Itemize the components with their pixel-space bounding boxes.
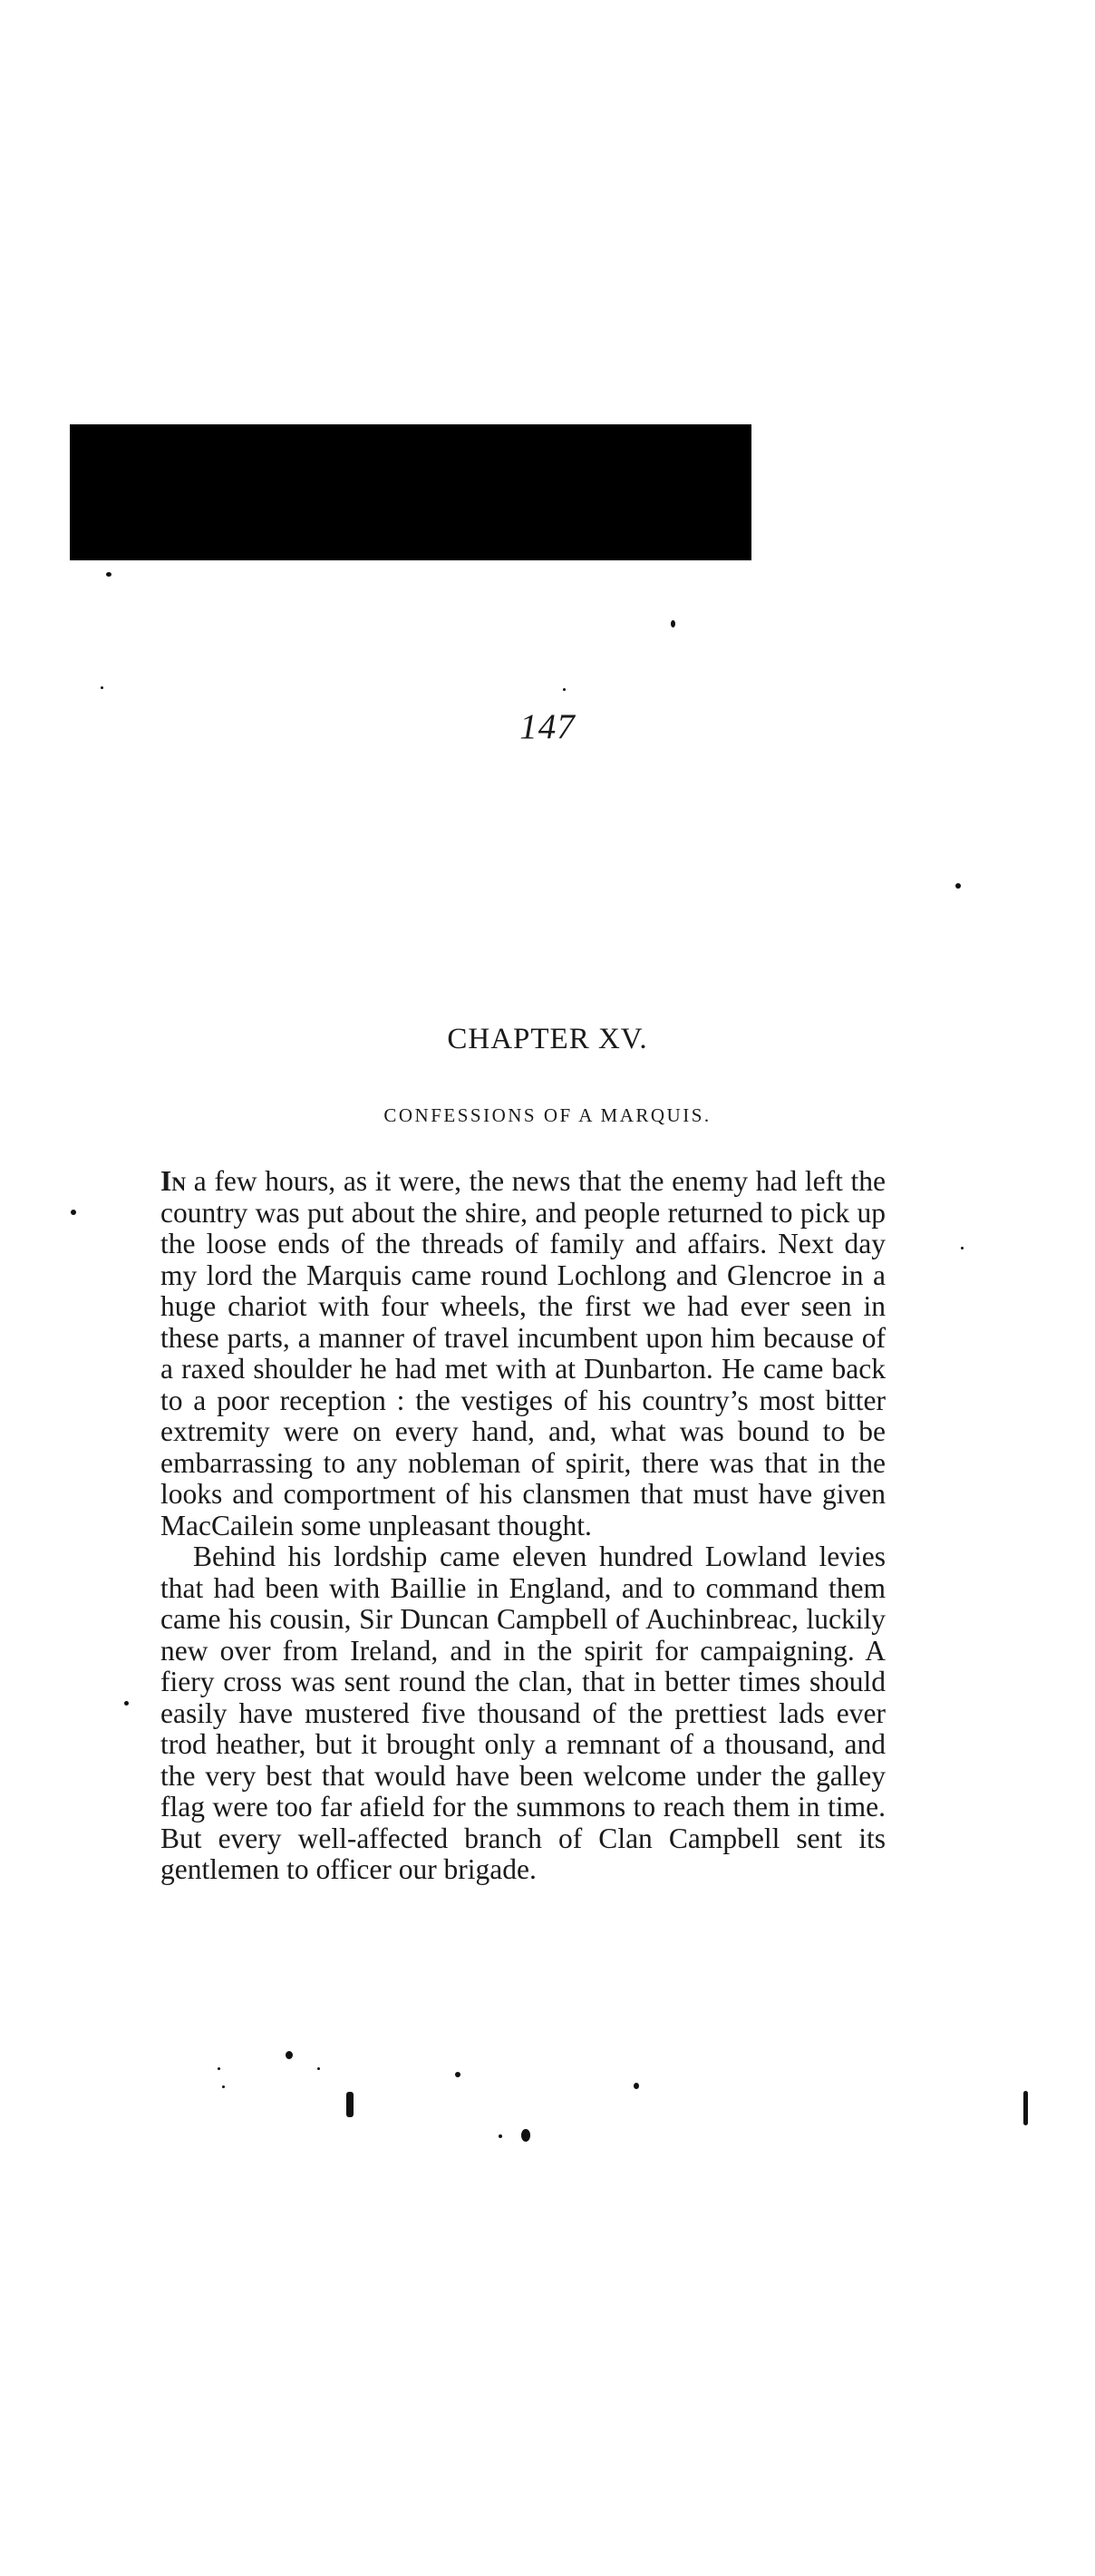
body-text (160, 1166, 886, 1886)
page-number: 147 (519, 707, 576, 746)
scan-speck (124, 1701, 129, 1706)
scan-speck (455, 2072, 460, 2077)
scan-speck (71, 1210, 76, 1215)
scan-speck (1023, 2091, 1028, 2125)
scan-speck (671, 620, 675, 627)
scan-speck (286, 2051, 293, 2059)
chapter-title: CHAPTER XV. (447, 1023, 648, 1055)
scan-speck (317, 2067, 320, 2070)
redaction-bar (70, 424, 751, 560)
chapter-subtitle: CONFESSIONS OF A MARQUIS. (383, 1104, 712, 1126)
scan-speck (634, 2083, 639, 2089)
scan-speck (218, 2067, 220, 2070)
scan-speck (101, 686, 103, 689)
paragraph-lead-word: In (160, 1165, 187, 1197)
scan-speck (222, 2085, 225, 2088)
paragraph-1-text: a few hours, as it were, the news that the enemy had left the country was put about the shire, and people returned to pick up the loose ends of the threads of family and affairs. Next day my lord the Marquis came round Lochlong and Glencroe in a huge chariot with four wheels, the first we had ever seen in these parts, a manner of travel incumbent upon him because of a raxed shoulder he had met with at Dunbarton. He came back to a poor reception : the vestiges of his country’s most bitter extremity were on every hand, and, what was bound to be embarrassing to any nobleman of spirit, there was that in the looks and comportment of his clansmen that must have given MacCailein some unpleasant thought. (160, 1165, 886, 1541)
paragraph-2: Behind his lordship came eleven hundred Lowland levies that had been with Baillie in England, and to command them came his cousin, Sir Duncan Campbell of Auchinbreac, luckily new over from Ireland, and in the spirit for campaigning. A fiery cross was sent round the clan, that in better times should easily have mustered five thousand of the prettiest lads ever trod heather, but it brought only a remnant of a thousand, and the very best that would have been welcome under the galley flag were too far afield for the summons to reach them in time. But every well-affected branch of Clan Campbell sent its gentlemen to officer our brigade. (160, 1541, 886, 1885)
scan-speck (346, 2092, 354, 2117)
scan-speck (106, 572, 111, 577)
scan-speck (563, 688, 566, 691)
scan-speck (961, 1247, 964, 1249)
scan-speck (521, 2129, 530, 2142)
paragraph-1 (160, 1166, 886, 1541)
scan-speck (955, 883, 961, 889)
scan-speck (499, 2134, 502, 2138)
